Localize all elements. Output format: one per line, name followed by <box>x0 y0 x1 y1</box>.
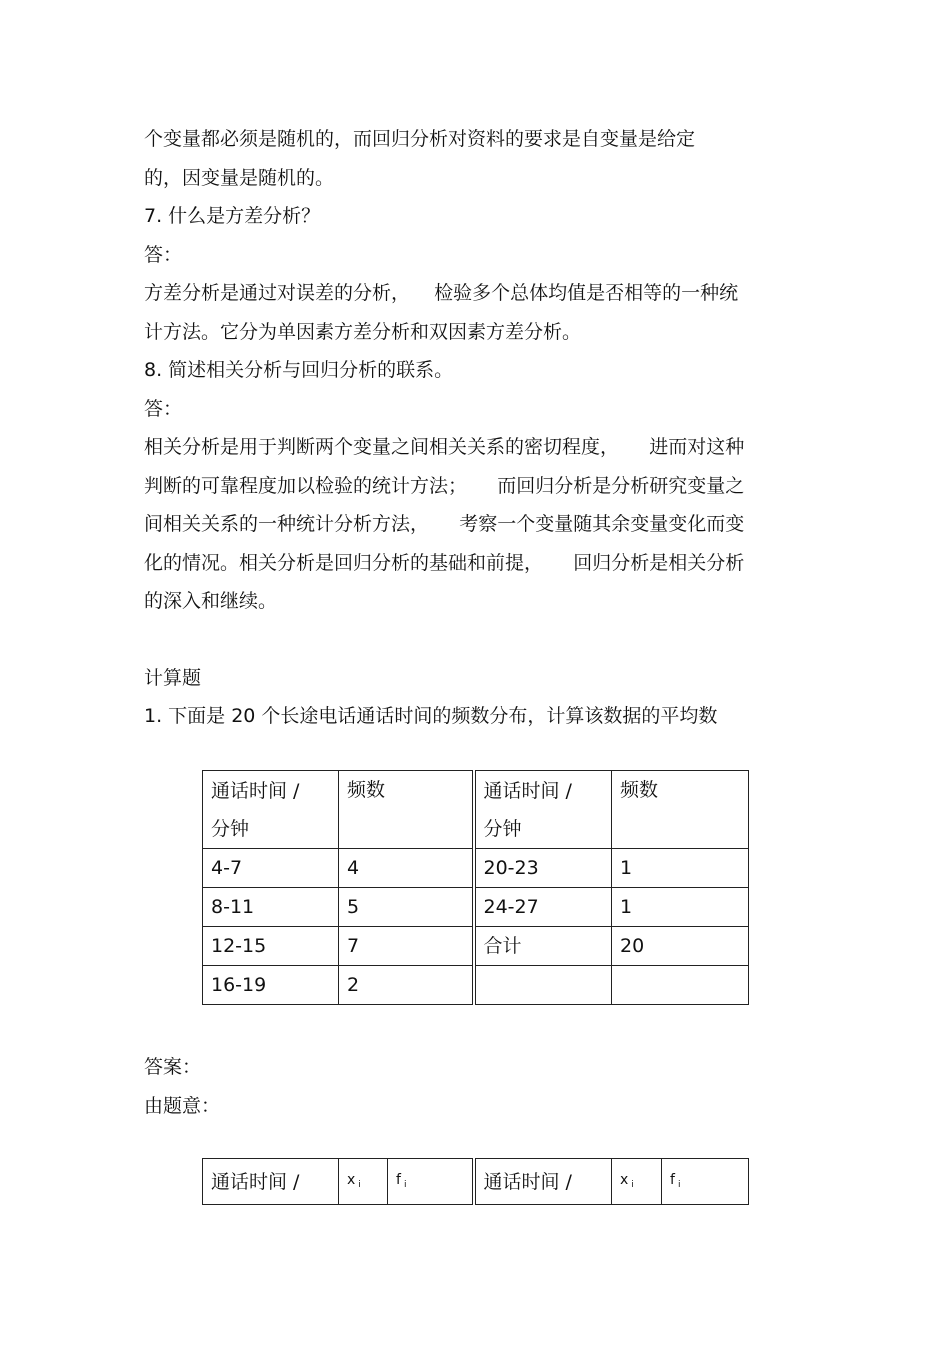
table-cell: 20 <box>612 927 749 966</box>
answer-label: 答： <box>144 398 183 420</box>
text-line: 方差分析是通过对误差的分析， 检验多个总体均值是否相等的一种统 <box>144 282 739 304</box>
table-header-cell: 通话时间 / <box>474 1159 612 1205</box>
text-line: 判断的可靠程度加以检验的统计方法； 而回归分析是分析研究变量之 <box>144 475 745 497</box>
table-header-row <box>203 1159 749 1205</box>
table-cell: 24-27 <box>474 888 612 927</box>
table-row <box>203 849 749 888</box>
text-line: 个变量都必须是随机的，而回归分析对资料的要求是自变量是给定 <box>144 128 696 150</box>
table-cell <box>612 966 749 1005</box>
answer-label: 答： <box>144 244 183 266</box>
mean-symbol: x $_i$ <box>620 1172 634 1188</box>
frequency-symbol: f $_i$ <box>396 1172 407 1190</box>
table-cell: 4-7 <box>203 849 339 888</box>
text-line: 间相关关系的一种统计分析方法， 考察一个变量随其余变量变化而变 <box>144 513 745 535</box>
text-line: 计方法。它分为单因素方差分析和双因素方差分析。 <box>144 321 582 343</box>
table-header-cell <box>388 1159 474 1205</box>
question-heading: 8. 简述相关分析与回归分析的联系。 <box>144 359 454 381</box>
text-line: 的，因变量是随机的。 <box>144 167 335 189</box>
table-cell: 1 <box>612 888 749 927</box>
table-cell: 1 <box>612 849 749 888</box>
answer-label: 答案： <box>144 1056 202 1078</box>
table-cell: 8-11 <box>203 888 339 927</box>
table-row <box>203 966 749 1005</box>
table-cell <box>474 966 612 1005</box>
table-cell: 4 <box>339 849 474 888</box>
table-header-cell <box>662 1159 749 1205</box>
table-row <box>203 927 749 966</box>
section-heading: 计算题 <box>144 667 202 689</box>
text-line: 的深入和继续。 <box>144 590 278 612</box>
table-cell: 16-19 <box>203 966 339 1005</box>
table-row <box>203 888 749 927</box>
frequency-table <box>202 770 749 1005</box>
table-cell: 合计 <box>474 927 612 966</box>
table-cell: 12-15 <box>203 927 339 966</box>
frequency-symbol: f $_i$ <box>670 1172 681 1190</box>
table-cell: 20-23 <box>474 849 612 888</box>
text-line: 化的情况。相关分析是回归分析的基础和前提， 回归分析是相关分析 <box>144 552 745 574</box>
table-header-row <box>203 771 749 849</box>
mean-symbol: x $_i$ <box>347 1172 361 1188</box>
table-header-cell <box>612 1159 662 1205</box>
question-heading: 7. 什么是方差分析？ <box>144 205 321 227</box>
table-cell: 5 <box>339 888 474 927</box>
table-header-cell: 频数 <box>612 771 749 849</box>
text-line: 相关分析是用于判断两个变量之间相关关系的密切程度， 进而对这种 <box>144 436 745 458</box>
table-cell: 2 <box>339 966 474 1005</box>
calculation-table <box>202 1158 749 1205</box>
question-heading: 1. 下面是 20 个长途电话通话时间的频数分布，计算该数据的平均数 <box>144 705 718 727</box>
table-header-cell: 通话时间 / 分钟 <box>474 771 612 849</box>
table-header-cell: 通话时间 / <box>203 1159 339 1205</box>
table-cell: 7 <box>339 927 474 966</box>
table-header-cell: 频数 <box>339 771 474 849</box>
text-line: 由题意： <box>144 1095 221 1117</box>
table-header-cell <box>339 1159 388 1205</box>
table-header-cell: 通话时间 / 分钟 <box>203 771 339 849</box>
